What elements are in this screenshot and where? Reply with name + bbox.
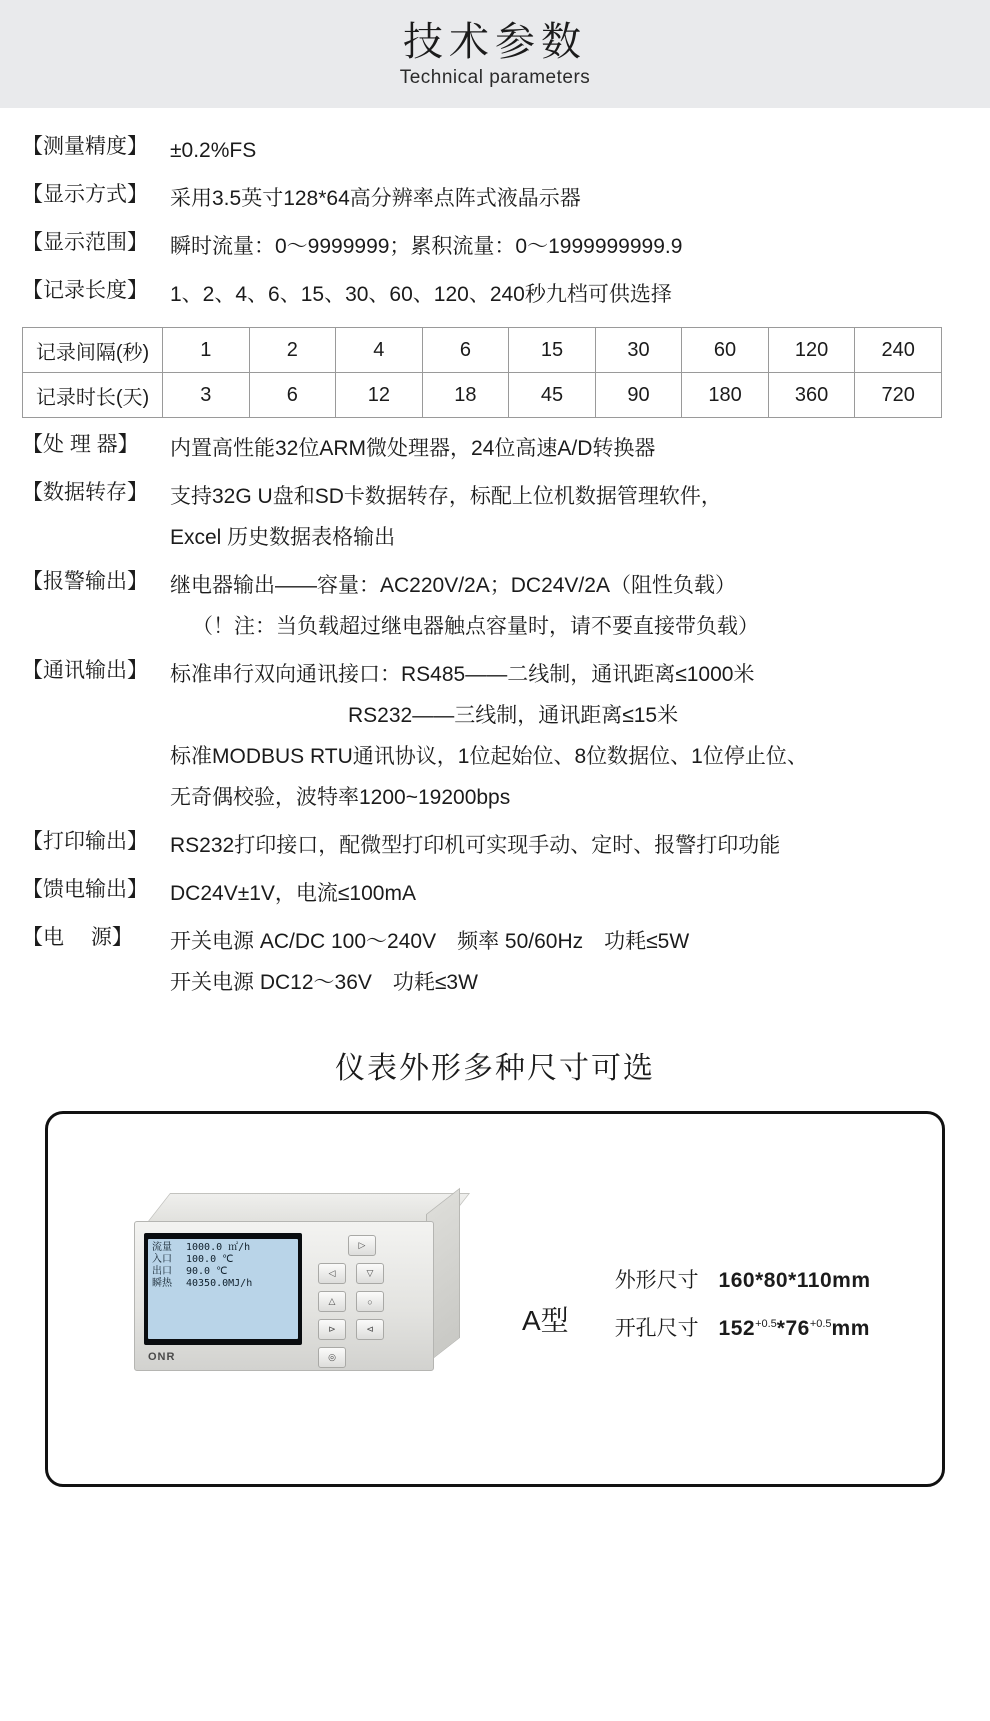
spec-value — [170, 428, 968, 469]
table-cell: 60 — [682, 328, 769, 373]
table-cell: 6 — [249, 373, 336, 418]
table-cell: 4 — [336, 328, 423, 373]
dimension-tolerance-1: +0.5 — [755, 1318, 777, 1330]
lcd-label: 出口 — [152, 1266, 172, 1277]
spec-label: 【处 理 器】 — [22, 433, 139, 456]
spec-label: 【电 源】 — [22, 926, 133, 949]
lcd-line — [152, 1278, 294, 1290]
spec-row-print-output — [22, 825, 968, 866]
spec-line: 标准串行双向通讯接口：RS485——二线制，通讯距离≤1000米 — [170, 663, 755, 686]
table-cell: 3 — [163, 373, 250, 418]
device-screen — [144, 1233, 302, 1345]
spec-line: 无奇偶校验，波特率1200~19200bps — [170, 786, 511, 809]
spec-row-accuracy — [22, 130, 968, 171]
spec-row-power — [22, 921, 968, 1003]
spec-row-comm-output — [22, 654, 968, 818]
spec-label: 【显示方式】 — [22, 183, 148, 206]
spec-value — [170, 476, 968, 558]
dimension-tolerance-2: +0.5 — [809, 1318, 832, 1330]
spec-value — [170, 274, 968, 315]
lcd-label: 流量 — [152, 1242, 172, 1253]
spec-line: ±0.2%FS — [170, 139, 257, 162]
key-func1-icon: ⊳ — [318, 1319, 346, 1340]
spec-line: RS232打印接口，配微型打印机可实现手动、定时、报警打印功能 — [170, 834, 781, 857]
spec-row-data-transfer — [22, 476, 968, 558]
spec-line: 开关电源 AC/DC 100～240V 频率 50/60Hz 功耗≤5W — [170, 930, 690, 953]
key-enter-icon: ○ — [356, 1291, 384, 1312]
lcd-value: 40350.0MJ/h — [186, 1278, 253, 1289]
spec-value — [170, 825, 968, 866]
table-cell: 12 — [336, 373, 423, 418]
spec-label: 【通讯输出】 — [22, 659, 148, 682]
record-table — [22, 327, 942, 418]
spec-line: RS232——三线制，通讯距离≤15米 — [348, 704, 679, 727]
dimension-row-cutout — [615, 1312, 871, 1342]
table-cell: 1 — [163, 328, 250, 373]
spec-value — [170, 226, 968, 267]
specs-section — [0, 108, 990, 315]
lcd-label: 瞬热 — [152, 1278, 172, 1289]
spec-row-alarm-output — [22, 565, 968, 647]
spec-line: 1、2、4、6、15、30、60、120、240秒九档可供选择 — [170, 283, 672, 306]
record-table-wrapper — [22, 327, 942, 418]
spec-value — [170, 873, 968, 914]
key-left-icon: ◁ — [318, 1263, 346, 1284]
table-cell: 45 — [509, 373, 596, 418]
spec-line: 内置高性能32位ARM微处理器，24位高速A/D转换器 — [170, 437, 656, 460]
table-cell: 15 — [509, 328, 596, 373]
key-up-icon: △ — [318, 1291, 346, 1312]
spec-value — [170, 654, 968, 818]
dimension-row-outer — [615, 1264, 871, 1294]
key-right-icon: ▷ — [348, 1235, 376, 1256]
spec-value — [170, 178, 968, 219]
lcd-line — [152, 1266, 294, 1278]
dimension-label: 开孔尺寸 — [614, 1317, 699, 1340]
table-cell: 180 — [682, 373, 769, 418]
page-title-cn: 技术参数 — [403, 20, 587, 64]
lcd-line — [152, 1242, 294, 1254]
table-row-header: 记录间隔(秒) — [23, 328, 163, 373]
table-cell: 240 — [855, 328, 942, 373]
spec-line: 采用3.5英寸128*64高分辨率点阵式液晶示器 — [170, 187, 581, 210]
table-row — [23, 328, 942, 373]
spec-line: 开关电源 DC12～36V 功耗≤3W — [170, 971, 478, 994]
dimension-label: 外形尺寸 — [614, 1269, 699, 1292]
key-func3-icon: ◎ — [318, 1347, 346, 1368]
spec-line: DC24V±1V，电流≤100mA — [170, 882, 416, 905]
page-header — [0, 0, 990, 108]
lcd-label: 入口 — [152, 1254, 172, 1265]
key-down-icon: ▽ — [356, 1263, 384, 1284]
spec-label: 【显示范围】 — [22, 231, 148, 254]
device-illustration — [96, 1179, 496, 1419]
spec-label: 【数据转存】 — [22, 481, 148, 504]
spec-line: 支持32G U盘和SD卡数据转存，标配上位机数据管理软件， — [170, 485, 722, 508]
lcd-value: 90.0 ℃ — [186, 1266, 228, 1277]
spec-line: （！注：当负载超过继电器触点容量时，请不要直接带负载） — [192, 615, 759, 638]
spec-label: 【记录长度】 — [22, 279, 148, 302]
lcd-value: 100.0 ℃ — [186, 1254, 234, 1265]
dimensions-list — [615, 1264, 871, 1360]
page-title-en: Technical parameters — [399, 67, 591, 88]
table-cell: 360 — [768, 373, 855, 418]
spec-row-display-range — [22, 226, 968, 267]
spec-label: 【馈电输出】 — [22, 878, 148, 901]
spec-line: 标准MODBUS RTU通讯协议，1位起始位、8位数据位、1位停止位、 — [170, 745, 808, 768]
spec-row-processor — [22, 428, 968, 469]
table-row — [23, 373, 942, 418]
table-cell: 6 — [422, 328, 509, 373]
spec-label: 【测量精度】 — [22, 135, 148, 158]
table-cell: 90 — [595, 373, 682, 418]
spec-row-feed-output — [22, 873, 968, 914]
specs-section-2 — [0, 428, 990, 1003]
spec-row-record-length — [22, 274, 968, 315]
table-cell: 30 — [595, 328, 682, 373]
table-cell: 120 — [768, 328, 855, 373]
dimension-value-mid: *76 — [776, 1317, 810, 1340]
dimension-value-main: 152 — [718, 1317, 756, 1340]
table-cell: 18 — [422, 373, 509, 418]
spec-label: 【打印输出】 — [22, 830, 148, 853]
spec-line: 继电器输出——容量：AC220V/2A；DC24V/2A（阻性负载） — [170, 574, 736, 597]
lcd-value: 1000.0 ㎡/h — [186, 1242, 251, 1253]
spec-value — [170, 921, 968, 1003]
model-name: A型 — [522, 1305, 569, 1336]
product-card — [45, 1111, 945, 1487]
key-func2-icon: ⊲ — [356, 1319, 384, 1340]
spec-value — [170, 565, 968, 647]
dimension-value: 160*80*110mm — [718, 1269, 871, 1292]
lcd-display — [148, 1239, 298, 1339]
device-brand-logo: ONR — [148, 1351, 176, 1363]
spec-line: 瞬时流量：0～9999999；累积流量：0～1999999999.9 — [170, 235, 683, 258]
dimension-unit: mm — [831, 1317, 870, 1340]
section-title-dimensions: 仪表外形多种尺寸可选 — [335, 1052, 655, 1085]
device-keypad — [318, 1235, 388, 1368]
table-cell: 720 — [855, 373, 942, 418]
spec-row-display-mode — [22, 178, 968, 219]
spec-label: 【报警输出】 — [22, 570, 148, 593]
lcd-line — [152, 1254, 294, 1266]
spec-value — [170, 130, 968, 171]
table-cell: 2 — [249, 328, 336, 373]
table-row-header: 记录时长(天) — [23, 373, 163, 418]
spec-line: Excel 历史数据表格输出 — [170, 526, 396, 549]
